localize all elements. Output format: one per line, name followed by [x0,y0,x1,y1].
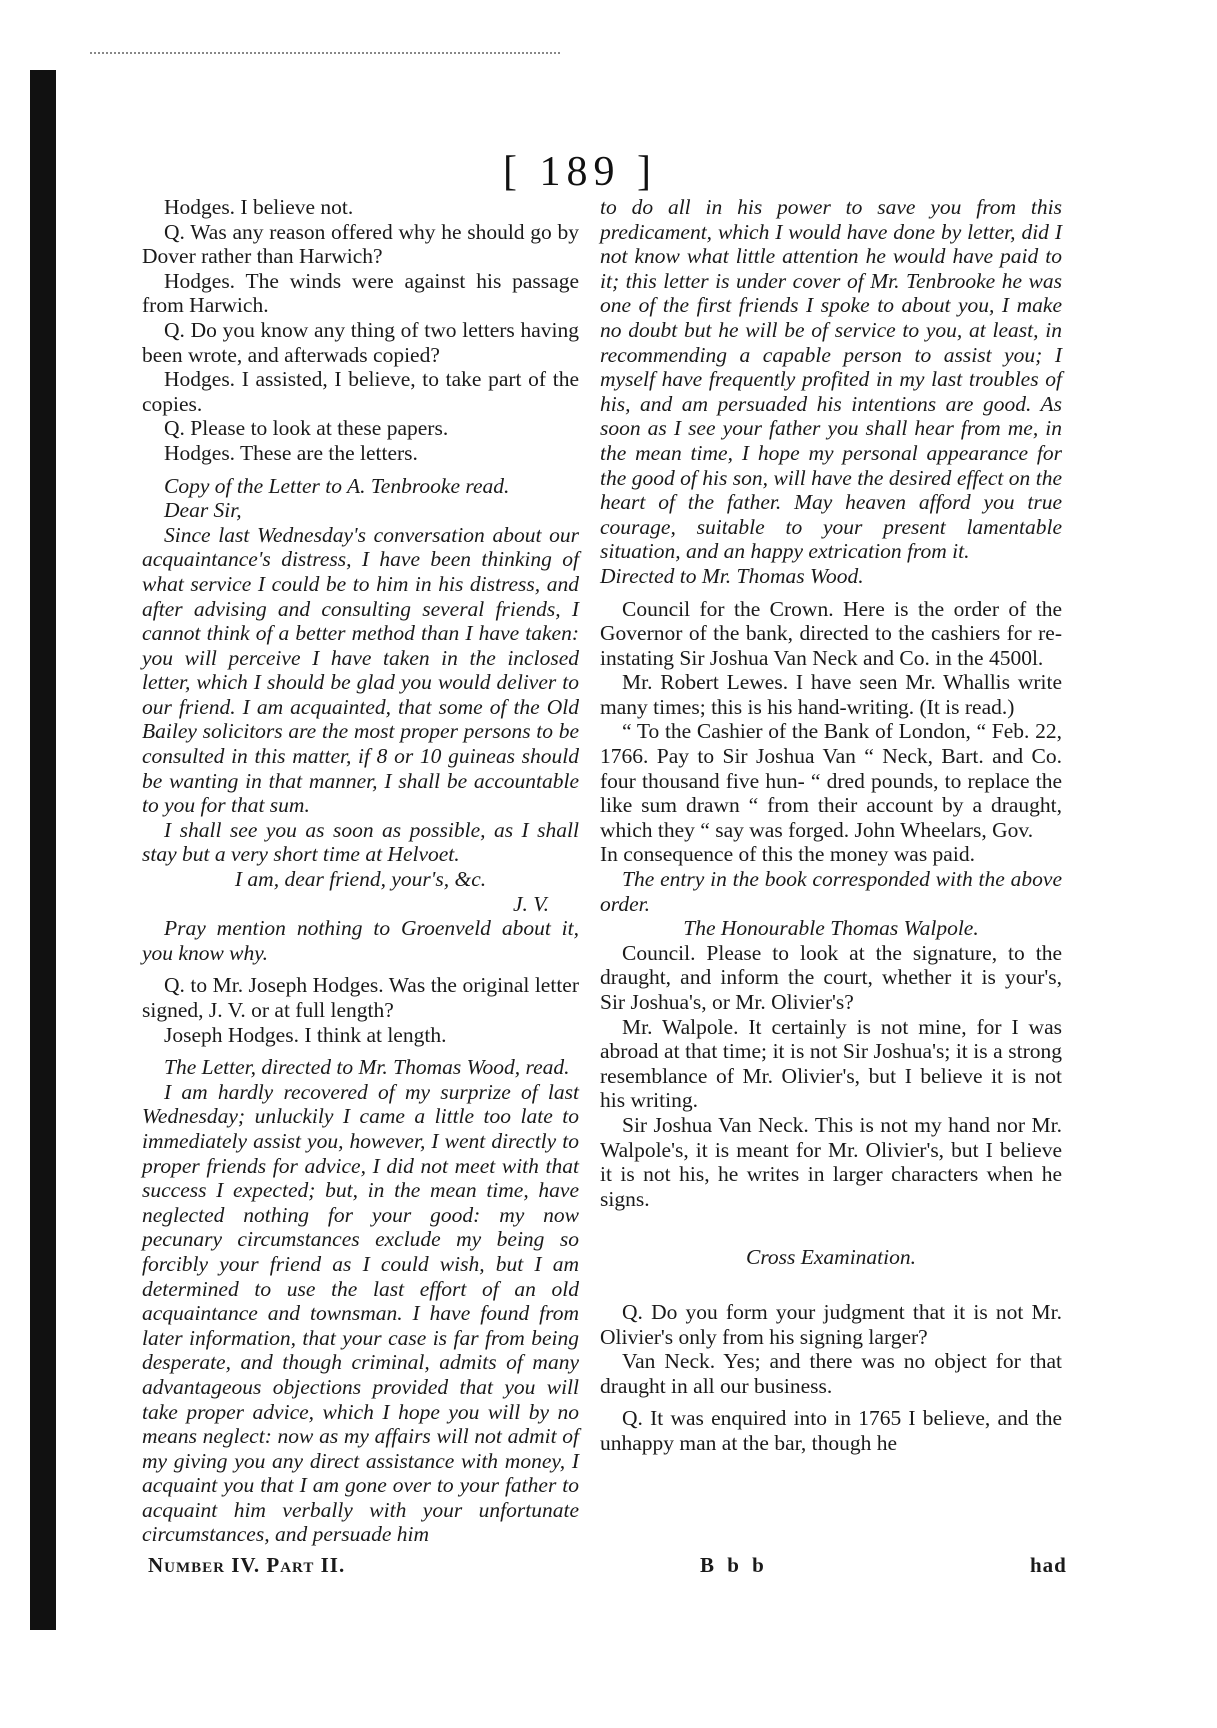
paragraph: to do all in his power to save you from this predicament, which I would have done by letter, did I not know what little attention he would have paid to it; this letter is under cover of Mr. Tenbrooke he was one of the first friends I spoke to about you, I make no doubt but he will be of service to you, at least, in recommending a capable person to assist you; I myself have frequently profited in my last troubles of his, and am persuaded his intentions are good. As soon as I see your father you shall hear from me, in the mean time, I hope my personal appearance for the good of his son, will have the desired effect on the heart of the father. May heaven afford you true courage, suitable to your present lamentable situation, and an happy extrication from it. [600,195,1062,564]
paragraph: Directed to Mr. Thomas Wood. [600,563,864,588]
paragraph: J. V. [512,891,549,916]
paragraph: Pray mention nothing to Groenveld about it, you know why. [142,916,579,965]
scan-noise [90,52,560,57]
paragraph: The entry in the book corresponded with the above order. [600,867,1062,916]
paragraph: Sir Joshua Van Neck. This is not my hand nor Mr. Walpole's, it is meant for Mr. Olivier's, but I believe it is not his, he writes in larger characters when he signs. [600,1112,1062,1211]
paragraph: Q. Do you know any thing of two letters having been wrote, and afterwads copied? [142,317,579,367]
paragraph: Copy of the Letter to A. Tenbrooke read. [164,473,510,498]
paragraph: Hodges. I believe not. [164,195,354,219]
paragraph: Q. It was enquired into in 1765 I believe, and the unhappy man at the bar, though he [600,1406,1062,1455]
paragraph: Q. to Mr. Joseph Hodges. Was the original letter signed, J. V. or at full length? [142,973,579,1022]
paragraph: Council for the Crown. Here is the order of the Governor of the bank, directed to the cashiers for re-instating Sir Joshua Van Neck and Co. in the 4500l. [600,596,1062,670]
paragraph: Q. Do you form your judgment that it is not Mr. Olivier's only from his signing larger? [600,1299,1062,1349]
paragraph: Van Neck. Yes; and there was no object for that draught in all our business. [600,1349,1062,1398]
catchword: had [1030,1553,1067,1577]
book-spine-shadow [30,70,56,1630]
printer-signature: B b b [700,1553,768,1577]
paragraph: The Letter, directed to Mr. Thomas Wood, read. [164,1055,570,1080]
paragraph: Joseph Hodges. I think at length. [164,1022,447,1047]
paragraph: Cross Examination. [745,1245,917,1270]
paragraph: “ To the Cashier of the Bank of London, “ Feb. 22, 1766. Pay to Sir Joshua Van “ Neck, Bart. and Co. four thousand five hun- “ dred pounds, to replace the like sum drawn “ from their account by a draught, which they “ say was forged. John Wheelars, Gov. [600,719,1062,842]
paragraph: Since last Wednesday's conversation about our acquaintance's distress, I have been thinking of what service I could be to him in his distress, and after advising and consulting several friends, I cannot think of a better method than I have taken: you will perceive I have taken in the inclosed letter, which I should be glad you would deliver to our friend. I am acquainted, that some of the Old Bailey solicitors are the most proper persons to be consulted in this matter, if 8 or 10 guineas should be wanting in that manner, I shall be accountable to you for that sum. [142,522,579,818]
paragraph: I am, dear friend, your's, &c. [234,867,487,892]
paragraph: I shall see you as soon as possible, as I shall stay but a very short time at Helvoet. [142,817,579,867]
paragraph: In consequence of this the money was paid. [600,842,975,867]
left-column [142,195,579,1547]
paragraph: Mr. Robert Lewes. I have seen Mr. Whallis write many times; this is his hand-writing. (It is read.) [600,670,1062,719]
paragraph: Mr. Walpole. It certainly is not mine, for I was abroad at that time; it is not Sir Joshua's; it is a strong resemblance of Mr. Olivier's, but I believe it is not his writing. [600,1014,1062,1113]
page-number: [ 189 ] [503,149,657,195]
paragraph: Q. Was any reason offered why he should go by Dover rather than Harwich? [142,219,579,269]
paragraph: Hodges. The winds were against his passage from Harwich. [142,268,579,318]
paragraph: The Honourable Thomas Walpole. [683,916,979,941]
paragraph: I am hardly recovered of my surprize of last Wednesday; unluckily I came a little too late to immediately assist you, however, I went directly to proper friends for advice, I did not meet with that success I expected; but, in the mean time, have neglected nothing for your good: my now pecunary circumstances exclude my being so forcibly your friend as I could wish, but I am determined to use the last effort of an old acquaintance and townsman. I have found from later information, that your case is far from being desperate, and though criminal, admits of many advantageous objections provided that you will take proper advice, which I hope you will by no means neglect: now as my affairs will not admit of my giving you any direct assistance with money, I acquaint you that I am gone over to your father to acquaint him verbally with your unfortunate circumstances, and persuade him [142,1079,579,1547]
paragraph: Hodges. These are the letters. [164,440,418,465]
right-column [600,195,1062,1456]
paragraph: Q. Please to look at these papers. [164,416,449,441]
footer-number-part: Number IV. Part II. [148,1553,346,1577]
paragraph: Hodges. I assisted, I believe, to take part of the copies. [142,367,579,416]
paragraph: Dear Sir, [164,498,242,523]
paragraph: Council. Please to look at the signature, to the draught, and inform the court, whether it is your's, Sir Joshua's, or Mr. Olivier's? [600,940,1062,1014]
